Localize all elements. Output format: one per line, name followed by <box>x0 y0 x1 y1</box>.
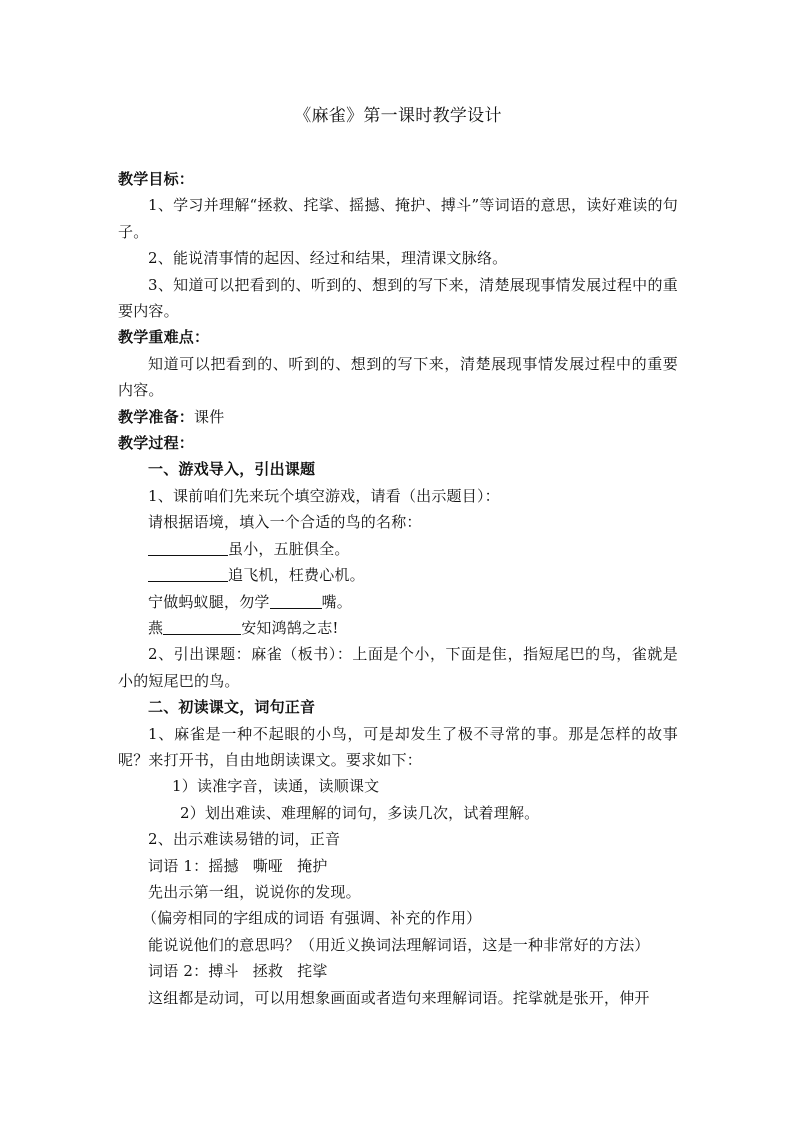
word-group-2 <box>118 958 678 984</box>
section1-heading: 一、游戏导入，引出课题 <box>148 460 316 479</box>
meaning-question: 能说说他们的意思吗？（用近义换词法理解词语，这是一种非常好的方法） <box>148 935 650 954</box>
fill-blank-3 <box>118 589 678 615</box>
difficulty-heading: 教学重难点： <box>118 328 210 347</box>
fill-blank-2 <box>118 562 678 588</box>
prep-line <box>118 404 678 430</box>
section2-heading: 二、初读课文，词句正音 <box>148 698 316 717</box>
answer-blank <box>148 564 228 582</box>
vocab-word: 拯救 <box>252 962 284 981</box>
word-group-label: 词语 2： <box>148 962 209 981</box>
fill-blank-text: 追飞机，枉费心机。 <box>228 566 365 585</box>
vocab-word: 掩护 <box>297 856 328 875</box>
fill-blank-text: 宁做蚂蚁腿，勿学 <box>148 592 270 611</box>
page-title: 《麻雀》第一课时教学设计 <box>294 106 502 126</box>
vocab-word: 嘶哑 <box>252 856 284 875</box>
vocab-word: 搏斗 <box>208 962 239 981</box>
section2-step1: 1、麻雀是一种不起眼的小鸟，可是却发生了极不寻常的事。那是怎样的故事呢？来打开书，自由地朗读课文。要求如下： <box>118 724 678 769</box>
goal-item-3: 3、知道可以把看到的、听到的、想到的写下来，清楚展现事情发展过程中的重要内容。 <box>118 275 678 321</box>
process-heading: 教学过程： <box>118 434 195 453</box>
fill-blank-4 <box>118 615 678 641</box>
fill-blank-text: 燕 <box>148 618 164 637</box>
word-group-label: 词语 1： <box>148 856 209 875</box>
answer-blank <box>148 538 228 556</box>
goal-item-2: 2、能说清事情的起因、经过和结果，理清课文脉络。 <box>148 249 508 268</box>
fill-blank-1 <box>118 536 678 562</box>
show-first-group: 先出示第一组，说说你的发现。 <box>148 882 361 901</box>
requirement-2: 2）划出难读、难理解的词句，多读几次，试着理解。 <box>180 803 540 822</box>
difficulty-text: 知道可以把看到的、听到的、想到的写下来，清楚展现事情发展过程中的重要内容。 <box>118 354 678 400</box>
prep-heading: 教学准备： <box>118 407 195 426</box>
fill-blank-text: 安知鸿鹄之志! <box>241 618 339 637</box>
word-group-1 <box>118 853 678 879</box>
prep-value: 课件 <box>194 407 225 426</box>
section1-prompt: 请根据语境，填入一个合适的鸟的名称： <box>148 513 422 532</box>
fill-blank-text: 嘴。 <box>321 592 353 611</box>
section2-step2: 2、出示难读易错的词，正音 <box>148 830 341 849</box>
answer-blank <box>163 617 241 635</box>
verb-explanation: 这组都是动词，可以用想象画面或者造句来理解词语。挓挲就是张开，伸开 <box>148 988 650 1007</box>
section1-step1: 1、课前咱们先来玩个填空游戏，请看（出示题目）： <box>148 486 500 505</box>
section1-step2: 2、引出课题：麻雀（板书）：上面是个小，下面是隹，指短尾巴的鸟，雀就是小的短尾巴的鸟。 <box>118 645 678 690</box>
answer-blank <box>270 591 322 609</box>
fill-blank-text: 虽小，五脏俱全。 <box>228 539 350 558</box>
teaching-note: （偏旁相同的字组成的词语 有强调、补充的作用） <box>142 909 482 928</box>
vocab-word: 摇撼 <box>208 856 239 875</box>
requirement-1: 1）读准字音，读通，读顺课文 <box>172 777 380 796</box>
vocab-word: 挓挲 <box>297 962 328 981</box>
goal-item-1: 1、学习并理解“拯救、挓挲、摇撼、掩护、搏斗”等词语的意思，读好难读的句子。 <box>118 196 678 241</box>
document-page <box>118 103 678 1011</box>
goals-heading: 教学目标： <box>118 170 195 188</box>
